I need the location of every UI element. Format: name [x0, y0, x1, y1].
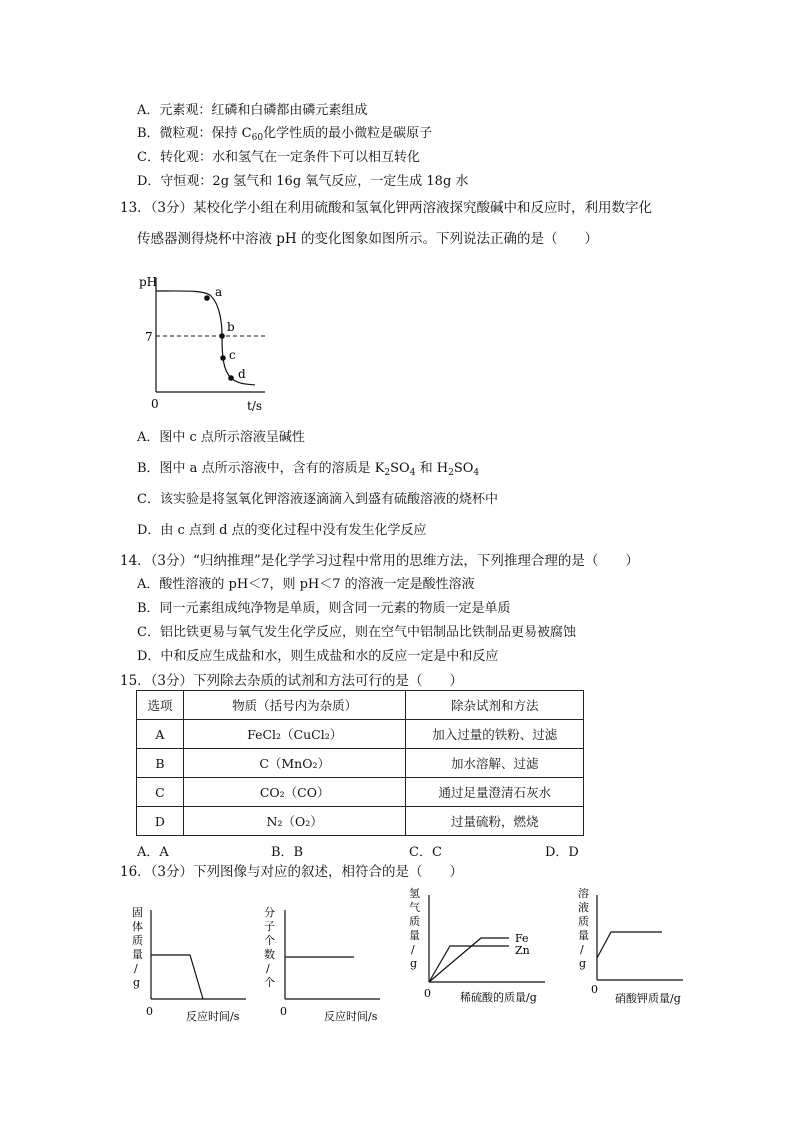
cell-substance: C（MnO₂） — [183, 749, 406, 778]
q16-stem: 16．（3分）下列图像与对应的叙述，相符合的是（ ） — [120, 864, 464, 880]
cell-substance: FeCl₂（CuCl₂） — [183, 720, 406, 749]
table-row — [137, 720, 584, 749]
g2-xlabel: 反应时间/s — [324, 1010, 378, 1023]
q12-option-a: A．元素观：红磷和白磷都由磷元素组成 — [137, 103, 368, 118]
q13-b-m2: 和 H — [415, 461, 449, 476]
point-a — [204, 295, 210, 301]
cell-method: 通过足量澄清石灰水 — [406, 778, 584, 807]
q12-b-post: 化学性质的最小微粒是碳原子 — [263, 126, 433, 141]
g4-ylabel-0: 溶 — [578, 887, 589, 900]
q12-option-c: C．转化观：水和氢气在一定条件下可以相互转化 — [137, 150, 420, 165]
q13-ph-graph — [135, 268, 280, 418]
q13-option-b — [137, 461, 479, 477]
g3-line-fe — [429, 938, 509, 982]
q12-b-pre: B．微粒观：保持 C — [137, 126, 252, 141]
q15-stem: 15．（3分）下列除去杂质的试剂和方法可行的是（ ） — [120, 673, 464, 689]
g4-ylabel-1: 液 — [578, 901, 589, 914]
col-header-option: 选项 — [137, 691, 184, 720]
q15-answer-c: C．C — [409, 845, 442, 860]
g1-origin: 0 — [146, 1005, 153, 1018]
g4-xlabel: 硝酸钾质量/g — [615, 992, 681, 1005]
g3-ylabel-3: 量 — [409, 929, 420, 942]
q15-table — [136, 690, 584, 836]
table-row — [137, 778, 584, 807]
g4-ylabel-3: 量 — [578, 929, 589, 942]
label-c: c — [229, 348, 236, 362]
g4-origin: 0 — [591, 983, 598, 996]
g3-series-zn: Zn — [515, 944, 530, 957]
g4-line — [597, 932, 662, 958]
g1-ylabel-2: 质 — [132, 934, 143, 947]
q13-b-m3: SO — [453, 461, 474, 476]
q12-option-b — [137, 126, 432, 142]
q12-option-d: D．守恒观：2g 氢气和 16g 氧气反应，一定生成 18g 水 — [137, 174, 469, 189]
label-b: b — [227, 320, 235, 334]
label-d: d — [238, 367, 246, 381]
q13-b-pre: B．图中 a 点所示溶液中，含有的溶质是 K — [137, 461, 385, 476]
g1-ylabel-5: g — [133, 976, 141, 989]
g2-ylabel-2: 个 — [264, 934, 275, 947]
g2-origin: 0 — [280, 1005, 287, 1018]
g1-ylabel-0: 固 — [132, 906, 143, 919]
q13-b-m1: SO — [390, 461, 410, 476]
cell-option: A — [137, 720, 184, 749]
g3-ylabel-1: 气 — [409, 901, 420, 914]
col-header-method: 除杂试剂和方法 — [406, 691, 584, 720]
q13-b-s2: 4 — [409, 468, 416, 478]
cell-option: B — [137, 749, 184, 778]
cell-option: D — [137, 807, 184, 836]
g1-ylabel-4: / — [134, 962, 138, 975]
label-a: a — [215, 285, 223, 299]
g2-ylabel-4: / — [266, 962, 270, 975]
q14-stem: 14．（3分）“归纳推理”是化学学习过程中常用的思维方法，下列推理合理的是（ ） — [120, 553, 639, 569]
point-d — [228, 375, 234, 381]
g2-ylabel-1: 子 — [264, 920, 275, 933]
q13-option-a: A．图中 c 点所示溶液呈碱性 — [137, 430, 305, 445]
g4-ylabel-4: / — [580, 943, 584, 956]
q14-option-b: B．同一元素组成纯净物是单质，则含同一元素的物质一定是单质 — [137, 601, 511, 616]
q15-answer-d: D．D — [545, 845, 579, 860]
g3-ylabel-5: g — [410, 957, 418, 970]
q13-stem-line1: 13．（3分）某校化学小组在利用硫酸和氢氧化钾两溶液探究酸碱中和反应时，利用数字化 — [120, 200, 653, 216]
g2-ylabel-0: 分 — [264, 906, 275, 919]
q12-b-sub: 60 — [251, 133, 264, 143]
q13-stem-line2: 传感器测得烧杯中溶液 pH 的变化图象如图所示。下列说法正确的是（ ） — [137, 231, 598, 247]
cell-substance: N₂（O₂） — [183, 807, 406, 836]
g3-ylabel-2: 质 — [409, 915, 420, 928]
g3-ylabel-4: / — [411, 943, 415, 956]
q13-b-s1: 2 — [384, 468, 391, 478]
g1-ylabel-1: 体 — [132, 920, 143, 933]
g3-xlabel: 稀硫酸的质量/g — [460, 991, 537, 1004]
table-header-row — [137, 691, 584, 720]
point-b — [219, 333, 225, 339]
g2-ylabel-5: 个 — [264, 976, 275, 989]
q14-option-c: C．铝比铁更易与氧气发生化学反应，则在空气中铝制品比铁制品更易被腐蚀 — [137, 625, 576, 640]
g3-series-fe: Fe — [515, 932, 529, 945]
table-row — [137, 749, 584, 778]
g1-ylabel-3: 量 — [132, 948, 143, 961]
ph-seven-label: 7 — [145, 330, 153, 344]
q15-answer-a: A．A — [137, 845, 169, 860]
q14-option-d: D．中和反应生成盐和水，则生成盐和水的反应一定是中和反应 — [137, 649, 499, 664]
q16-graph-2 — [262, 900, 392, 1025]
ph-xlabel: t/s — [247, 399, 263, 413]
q13-b-s4: 4 — [473, 468, 480, 478]
cell-method: 加水溶解、过滤 — [406, 749, 584, 778]
g3-line-zn — [429, 946, 509, 982]
cell-method: 加入过量的铁粉、过滤 — [406, 720, 584, 749]
point-c — [220, 355, 226, 361]
cell-substance: CO₂（CO） — [183, 778, 406, 807]
ph-origin: 0 — [151, 397, 159, 411]
g2-ylabel-3: 数 — [264, 948, 275, 961]
g3-ylabel-0: 氢 — [409, 887, 420, 900]
q14-option-a: A．酸性溶液的 pH＜7，则 pH＜7 的溶液一定是酸性溶液 — [137, 577, 475, 592]
q16-graph-1 — [128, 900, 258, 1025]
g3-origin: 0 — [424, 987, 431, 1000]
q13-option-d: D．由 c 点到 d 点的变化过程中没有发生化学反应 — [137, 523, 427, 538]
q13-option-c: C．该实验是将氢氧化钾溶液逐滴滴入到盛有硫酸溶液的烧杯中 — [137, 492, 498, 507]
q15-answer-b: B．B — [271, 845, 304, 860]
col-header-substance: 物质（括号内为杂质） — [183, 691, 406, 720]
q13-b-s3: 2 — [448, 468, 454, 478]
cell-method: 过量硫粉，燃烧 — [406, 807, 584, 836]
table-row — [137, 807, 584, 836]
g1-line — [151, 955, 203, 999]
q16-graph-3 — [405, 883, 550, 1008]
g4-ylabel-2: 质 — [578, 915, 589, 928]
g4-ylabel-5: g — [579, 957, 587, 970]
q16-graph-4 — [575, 883, 690, 1008]
cell-option: C — [137, 778, 184, 807]
ph-ylabel: pH — [139, 275, 158, 289]
g1-xlabel: 反应时间/s — [186, 1010, 240, 1023]
